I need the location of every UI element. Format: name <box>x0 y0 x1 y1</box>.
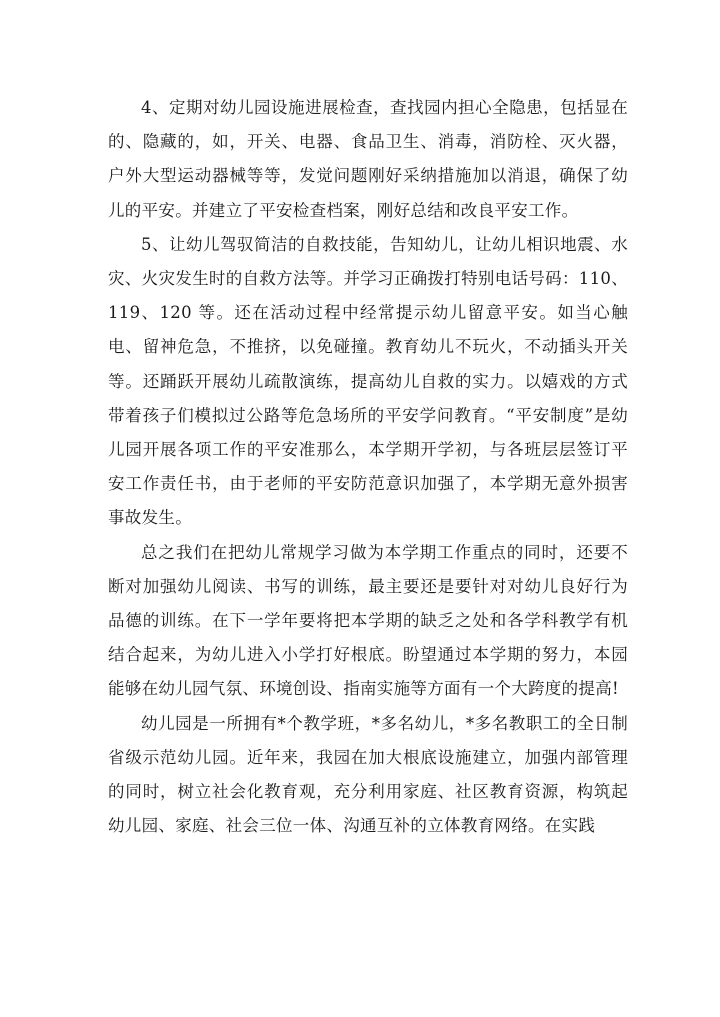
paragraph-facility-inspection: 4、定期对幼儿园设施进展检查，查找园内担心全隐患，包括显在的、隐藏的，如，开关、电器、食品卫生、消毒，消防栓、灭火器，户外大型运动器械等等，发觉问题刚好采纳措施加以消退，确保了幼儿的平安。并建立了平安检查档案，刚好总结和改良平安工作。 <box>108 98 628 220</box>
paragraph-self-rescue-skills: 5、让幼儿驾驭简洁的自救技能，告知幼儿，让幼儿相识地震、水灾、火灾发生时的自救方法等。并学习正确拨打特别电话号码：110、119、120 等。还在活动过程中经常提示幼儿留意平安。如当心触电、留神危急，不推挤，以免碰撞。教育幼儿不玩火，不动插头开关等。还踊跃开展幼儿疏散演练，提高幼儿自救的实力。以嬉戏的方式带着孩子们模拟过公路等危急场所的平安学问教育。“平安制度”是幼儿园开展各项工作的平安准那么，本学期开学初，与各班层层签订平安工作责任书，由于老师的平安防范意识加强了，本学期无意外损害事故发生。 <box>108 234 628 528</box>
paragraph-summary: 总之我们在把幼儿常规学习做为本学期工作重点的同时，还要不断对加强幼儿阅读、书写的训练，最主要还是要针对对幼儿良好行为品德的训练。在下一学年要将把本学期的缺乏之处和各学科教学有机结合起来，为幼儿进入小学打好根底。盼望通过本学期的努力，本园能够在幼儿园气氛、环境创设、指南实施等方面有一个大跨度的提高! <box>108 542 628 699</box>
document-body <box>108 91 628 843</box>
paragraph-kindergarten-intro: 幼儿园是一所拥有*个教学班，*多名幼儿，*多名教职工的全日制省级示范幼儿园。近年来，我园在加大根底设施建立，加强内部管理的同时，树立社会化教育观，充分利用家庭、社区教育资源，构筑起幼儿园、家庭、社会三位一体、沟通互补的立体教育网络。在实践 <box>108 713 628 836</box>
